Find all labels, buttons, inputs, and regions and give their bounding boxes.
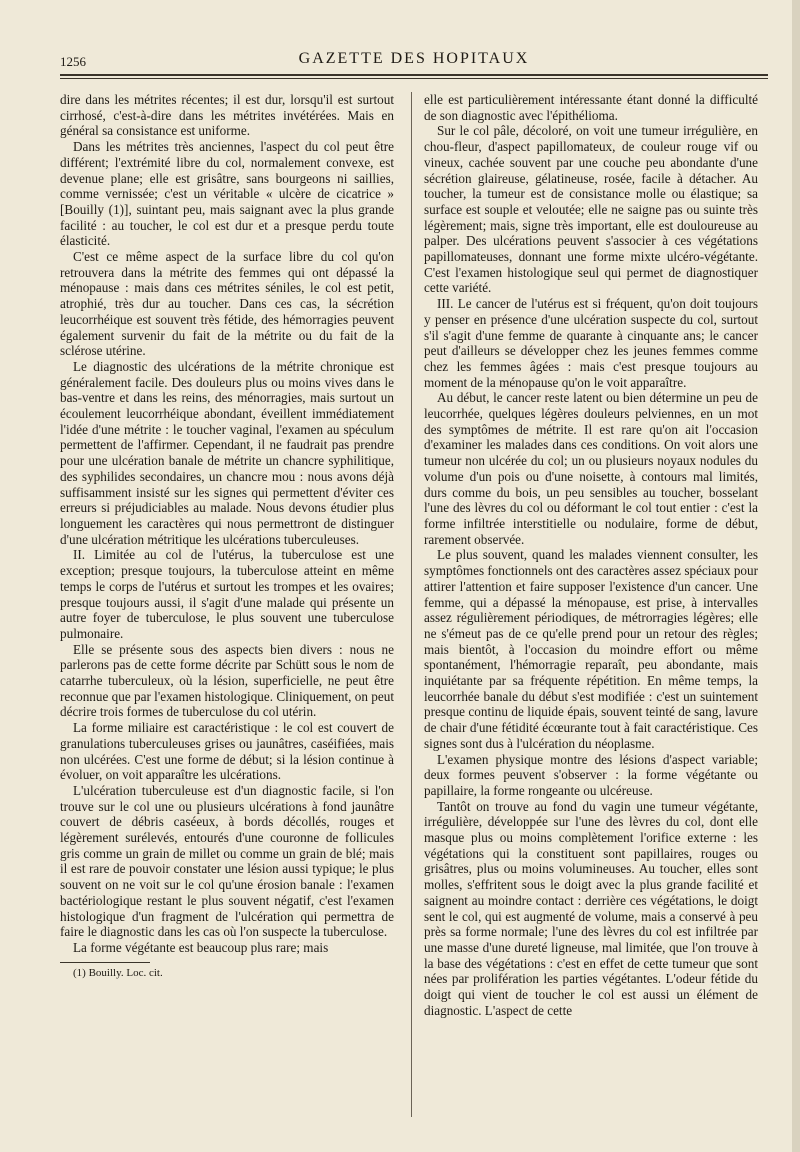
paragraph: La forme végétante est beaucoup plus rare; mais — [73, 939, 329, 955]
paragraph: elle est particulièrement intéressante étant donné la difficulté de son diagnostic avec l'épithélioma. — [424, 92, 758, 123]
paragraph: III. Le cancer de l'utérus est si fréquent, qu'on doit toujours y penser en présence d'une ulcération suspecte du col, surtout s'il s'agit d'une femme de quarante à cinquante ans; le cancer peut d'ailleurs se développer chez les jeunes femmes comme chez les femmes âgées : mais c'est presque toujours au moment de la ménopause qu'on le voit apparaître. — [424, 296, 758, 390]
paragraph: La forme miliaire est caractéristique : le col est couvert de granulations tuberculeuses grises ou jaunâtres, caséifiées, mais non ulcérées. C'est une forme de début; si la lésion continue à évoluer, on voit apparaître les ulcérations. — [60, 720, 394, 783]
paragraph: Sur le col pâle, décoloré, on voit une tumeur irrégulière, en chou-fleur, d'aspect papillomateux, de couleur rouge vif ou vineux, cachée souvent par une couche peu abondante d'une sécrétion glaireuse, gélatineuse, rosée, facile à détacher. Au toucher, la tumeur est de consistance molle ou élastique; sa surface est souple et veloutée; elle ne saigne pas ou suinte très légèrement; mais, signe très important, elle est douloureuse au palper. Des ulcérations peuvent s'associer à ces végétations papillomateuses, donnant une forme mixte ulcéro-végétante. C'est l'examen histologique seul qui permet de diagnostiquer cette variété. — [424, 123, 758, 296]
paragraph: II. Limitée au col de l'utérus, la tuberculose est une exception; presque toujours, la tuberculose atteint en même temps le corps de l'utérus et surtout les trompes et les ovaires; presque toujours aussi, il s'agit d'une malade qui présente un autre foyer de tuberculose, le plus souvent une tuberculose pulmonaire. — [60, 547, 394, 641]
paragraph: L'ulcération tuberculeuse est d'un diagnostic facile, si l'on trouve sur le col une ou plusieurs ulcérations à fond jaunâtre couvert de débris caséeux, à bords décollés, rouges et légèrement surélevés, entourés d'une couronne de follicules gris comme un grain de millet ou comme un grain de blé; mais il est rare de pouvoir constater une lésion aussi typique; le plus souvent on ne voit sur le col qu'une érosion banale : l'examen bactériologique restant le plus souvent négatif, c'est l'examen histologique d'un fragment de l'ulcération qui permettra de faire le diagnostic dans les cas où l'on suspecte la tuberculose. — [60, 782, 394, 940]
header-rule-thin — [60, 78, 768, 79]
paragraph: dire dans les métrites récentes; il est dur, lorsqu'il est surtout cirrhosé, c'est-à-dire dans les métrites invétérées. Mais en général sa consistance est uniforme. — [60, 92, 394, 139]
header-rule — [60, 74, 768, 76]
journal-title: GAZETTE DES HOPITAUX — [298, 50, 530, 67]
paragraph: Elle se présente sous des aspects bien divers : nous ne parlerons pas de cette forme décrite par Schütt sous le nom de catarrhe tuberculeux, où la lésion, superficielle, ne peut être reconnue que par l'examen histologique. Cliniquement, on peut décrire trois formes de tuberculose du col utérin. — [60, 641, 394, 720]
page-edge — [792, 0, 800, 1152]
paragraph: Le diagnostic des ulcérations de la métrite chronique est généralement facile. Des douleurs plus ou moins vives dans le bas-ventre et dans les reins, des ménorragies, mais surtout un écoulement leucorrhéique abondant, éveillent immédiatement l'idée d'une métrite : le toucher vaginal, l'examen au spéculum permettent de l'affirmer. Cependant, il ne faudrait pas prendre pour une ulcération banale de métrite un chancre syphilitique, des syphilides secondaires, un chancre mou : nous avons déjà suffisamment insisté sur les signes qui permettent d'éviter ces erreurs si préjudiciables au malade. Nous devons étudier plus longuement les caractères qui nous permettront de distinguer d'une ulcération métritique les ulcérations tuberculeuses. — [60, 358, 394, 547]
footnote-rule — [60, 962, 150, 963]
paragraph: Tantôt on trouve au fond du vagin une tumeur végétante, irrégulière, développée sur l'une des lèvres du col, dont elle masque plus ou moins complètement l'orifice externe : les végétations qui la constituent sont papillaires, rouges ou grisâtres, plus ou moins volumineuses. Au toucher, elles sont molles, s'effritent sous le doigt avec la plus grande facilité et saignent au moindre contact : derrière ces végétations, le doigt sent le col, qui est augmenté de volume, mais a conservé à peu près sa forme normale; l'une des lèvres du col est infiltrée par une masse d'une dureté ligneuse, mal limitée, que l'on trouve à la base des végétations : c'est en effet de cette tumeur que sont nées par prolifération les parties végétantes. L'odeur fétide du doigt qui vient de toucher le col est aussi un élément de diagnostic. L'aspect de cette — [424, 798, 758, 1018]
paragraph: Au début, le cancer reste latent ou bien détermine un peu de leucorrhée, quelques légères douleurs pelviennes, en un mot des symptômes de métrite. Il est rare qu'on ait l'occasion d'examiner les malades dans ces conditions. On voit alors une tumeur non ulcérée du col; un ou plusieurs noyaux nodules du volume d'un pois ou d'une noisette, à contours mal limités, durs comme du bois, un peu sensibles au toucher, bosselant l'une des lèvres du col ou déformant le col tout entier : c'est la forme infiltrée interstitielle ou nodulaire, forme de début, rarement observée. — [424, 390, 758, 547]
footnote: (1) Bouilly. Loc. cit. — [73, 966, 163, 979]
column-divider — [411, 92, 412, 1117]
paragraph: C'est ce même aspect de la surface libre du col qu'on retrouvera dans la métrite des femmes qui ont dépassé la ménopause : mais dans ces métrites séniles, le col est petit, atrophié, très dur au toucher. Dans ces cas, la sécrétion leucorrhéique est souvent très fétide, des hémorragies peuvent également survenir du fait de la métrite ou du fait de la sclérose utérine. — [60, 249, 394, 359]
left-column — [60, 92, 394, 1132]
page-header — [60, 48, 768, 76]
paragraph: L'examen physique montre des lésions d'aspect variable; deux formes peuvent s'observer : la forme végétante ou papillaire, la forme rongeante ou ulcéreuse. — [424, 751, 758, 798]
right-column — [424, 92, 758, 1132]
paragraph: Le plus souvent, quand les malades viennent consulter, les symptômes fonctionnels ont des caractères assez spéciaux pour attirer l'attention et faire supposer l'existence d'un cancer. Une femme, qui a dépassé la ménopause, est prise, à intervalles assez régulièrement périodiques, de métrorragies légères; elle ne s'émeut pas de ce qu'elle prend pour un retour des règles; mais bientôt, à l'occasion du moindre effort ou même spontanément, l'hémorragie reparaît, peu abondante, mais inquiétante par sa fréquente répétition. En même temps, la leucorrhée banale du début s'est modifiée : c'est un suintement presque continu de liquide épais, souvent teinté de sang, lavure de chair d'une fétidité écœurante tout à fait caractéristique. Ces signes sont dus à l'ulcération du néoplasme. — [424, 547, 758, 751]
paragraph: Dans les métrites très anciennes, l'aspect du col peut être différent; l'extrémité libre du col, normalement convexe, est devenue plane; elle est grisâtre, sans bourgeons ni saillies, comme vernissée; c'est un véritable « ulcère de cicatrice » [Bouilly (1)], suintant peu, mais saignant avec la plus grande facilité : au toucher, le col est dur et a presque perdu toute élasticité. — [60, 139, 394, 249]
page-number: 1256 — [60, 54, 86, 69]
